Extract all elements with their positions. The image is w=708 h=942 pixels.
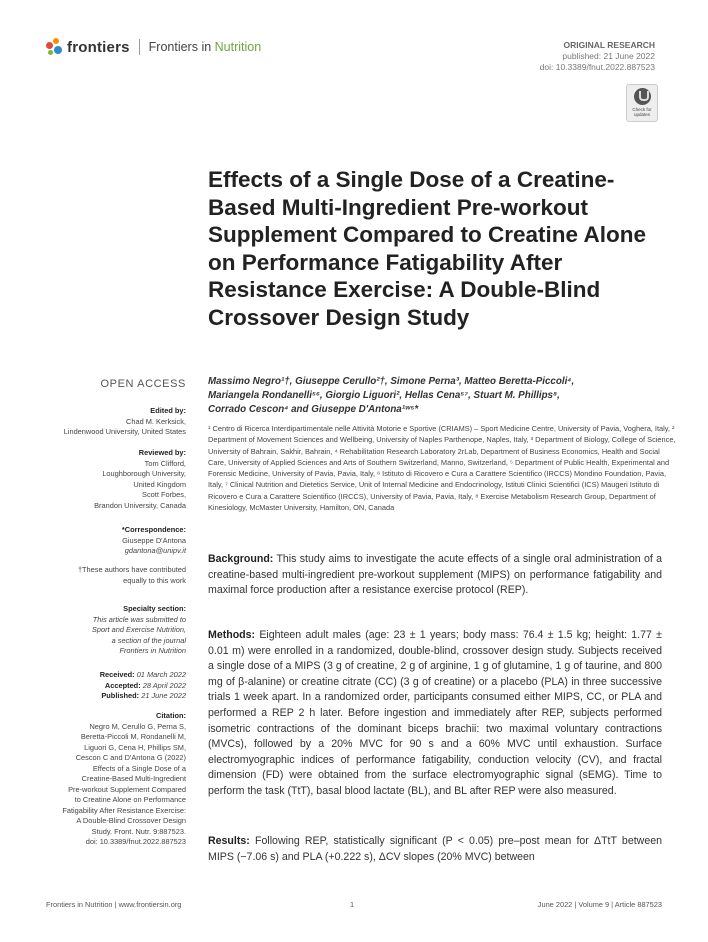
affiliations: ¹ Centro di Ricerca Interdipartimentale nelle Attività Motorie e Sportive (CRIAMS) – Sport Medicine Centre, University of Pavia, Voghera, Italy, ² Department of Movement Sciences and Wellbeing, University of Naples Parthenope, Naples, Italy, ³ Department of Biology, College of Science, University of Bahrain, Sakhir, Bahrain, ⁴ Rehabilitation Research Laboratory 2rLab, Department of Business Economics, Health and Social Care, University of Applied Sciences and Arts of Southern Switzerland, Manno, Switzerland, ⁵ Department of Public Health, Experimental and Forensic Medicine, University of Pavia, Pavia, Italy, ⁶ Istituto di Ricovero e Cura a Carattere Scientifico (IRCCS) Mondino Foundation, Pavia, Italy, ⁷ Clinical Nutrition and Dietetics Service, Unit of Internal Medicine and Endocrinology, Istituti Clinici Scientifici (ICS) Maugeri Istituto di Ricovero e Cura a Carattere Scientifico (IRCCS), University of Pavia, Pavia, Italy, ⁸ Exercise Metabolism Research Group, Department of Kinesiology, McMaster University, Hamilton, ON, Canada <box>208 424 676 513</box>
citation-line: Cescon C and D'Antona G (2022) <box>75 753 186 762</box>
citation-section <box>26 711 186 848</box>
note-line: †These authors have contributed <box>77 565 186 574</box>
results-label: Results: <box>208 835 250 847</box>
reviewer-line: United Kingdom <box>133 479 186 489</box>
citation-line: Study. Front. Nutr. 9:887523. <box>91 826 186 836</box>
frontiers-logo-icon <box>46 38 64 56</box>
citation-line: Effects of a Single Dose of a <box>92 763 186 773</box>
specialty-line: Sport and Exercise Nutrition, <box>91 625 186 634</box>
abstract-background <box>208 552 662 599</box>
reviewer-line: Tom Clifford, <box>144 458 186 468</box>
bookmark-icon <box>634 88 651 105</box>
page-number: 1 <box>350 900 355 909</box>
article-meta <box>540 40 655 73</box>
logo-divider <box>139 39 140 55</box>
specialty-line: This article was submitted to <box>92 614 186 624</box>
footer-journal-link[interactable]: Frontiers in Nutrition | www.frontiersin.org <box>46 900 182 909</box>
reviewer-line: Brandon University, Canada <box>94 500 186 510</box>
footer-article-info: June 2022 | Volume 9 | Article 887523 <box>537 900 662 909</box>
edited-by-label: Edited by: <box>150 406 186 415</box>
check-for-updates-badge[interactable] <box>626 84 658 122</box>
abstract-results <box>208 834 662 865</box>
author-line: Corrado Cescon⁴ and Giuseppe D'Antona¹ʷ⁵* <box>208 404 419 415</box>
editor-line: Chad M. Kerksick, <box>126 416 186 426</box>
edited-by-section <box>26 406 186 438</box>
article-title: Effects of a Single Dose of a Creatine-Based Multi-Ingredient Pre-workout Supplement Compared to Creatine Alone on Performance Fatigability After Resistance Exercise: A Double-Blind Crossover Design Study <box>208 167 646 330</box>
note-line: equally to this work <box>123 575 186 585</box>
citation-line: Liguori G, Cena H, Phillips SM, <box>84 742 186 752</box>
citation-line: Creatine-Based Multi-Ingredient <box>81 774 186 783</box>
accepted-label: Accepted: <box>104 680 141 690</box>
received-date: 01 March 2022 <box>136 670 186 679</box>
editor-line: Lindenwood University, United States <box>63 427 186 436</box>
journal-name: Frontiers in Nutrition <box>148 40 262 54</box>
methods-text: Eighteen adult males (age: 23 ± 1 years; body mass: 76.4 ± 1.5 kg; height: 1.77 ± 0.01 m) were enrolled in a randomized, double-blind, crossover design study. Subjects received a single dose of a MIPS (3 g of creatine, 2 g of arginine, 1 g of glutamine, 1 g of taurine, and 800 mg of β-alanine) or creatine citrate (CC) (3 g of creatine) or a placebo (PLA) in three successive trials 1 week apart. In a randomized order, participants consumed either MIPS, CC, or PLA and performed a REP 2 h later. Before ingestion and immediately after REP, subjects performed isometric contractions of the dominant biceps brachii: two maximal voluntary contractions (MVCs), followed by a 20% MVC for 90 s and a 60% MVC until exhaustion. Surface electromyographic indices of performance fatigability, conduction velocity (CV), and fractal dimension (FD) were obtained from the surface electromyographic signal (sEMG). Time to perform the task (TtT), basal blood lactate (BL), and BL after REP were also measured. <box>208 629 662 797</box>
published-label: Published: <box>101 691 140 700</box>
author-line: Mariangela Rondanelli⁵⁶, Giorgio Liguori², Hellas Cena⁵⁷, Stuart M. Phillips⁸, <box>208 390 560 401</box>
citation-label: Citation: <box>156 711 186 720</box>
citation-line: to Creatine Alone on Performance <box>74 795 186 804</box>
background-label: Background: <box>208 553 274 565</box>
article-doi[interactable]: doi: 10.3389/fnut.2022.887523 <box>539 62 655 72</box>
citation-line: Negro M, Cerullo G, Perna S, <box>89 721 186 731</box>
citation-line[interactable]: doi: 10.3389/fnut.2022.887523 <box>85 837 186 846</box>
specialty-label: Specialty section: <box>123 604 186 613</box>
specialty-line: Frontiers in Nutrition <box>119 646 186 655</box>
abstract-methods <box>208 628 662 800</box>
check-updates-label: Check for updates <box>632 107 652 117</box>
article-type: ORIGINAL RESEARCH <box>563 40 655 50</box>
open-access-label: OPEN ACCESS <box>100 378 186 390</box>
logo-wordmark: frontiers <box>67 38 130 56</box>
methods-label: Methods: <box>208 629 256 641</box>
dates-section <box>26 670 186 702</box>
correspondence-section <box>26 525 186 557</box>
citation-line: Fatigability After Resistance Exercise: <box>62 805 186 815</box>
correspondence-name: Giuseppe D'Antona <box>122 535 186 545</box>
citation-line: Pre-workout Supplement Compared <box>68 784 186 794</box>
results-text: Following REP, statistically significant (P < 0.05) pre–post mean for ΔTtT between MIPS (−7.06 s) and PLA (+0.222 s), ΔCV slopes (20% MVC) between <box>208 835 662 863</box>
published-date: published: 21 June 2022 <box>562 51 655 61</box>
reviewer-line: Scott Forbes, <box>142 490 186 499</box>
reviewer-line: Loughborough University, <box>102 469 186 478</box>
frontiers-logo[interactable] <box>46 38 261 56</box>
correspondence-label: *Correspondence: <box>121 525 186 534</box>
reviewed-by-section <box>26 448 186 511</box>
correspondence-email[interactable]: gdantona@unipv.it <box>124 546 186 555</box>
citation-line: A Double-Blind Crossover Design <box>76 816 186 825</box>
author-list <box>208 375 638 417</box>
specialty-section <box>26 604 186 657</box>
specialty-line: a section of the journal <box>111 635 186 645</box>
equal-contribution-note <box>26 565 186 586</box>
received-label: Received: <box>99 670 135 679</box>
published-date-side: 21 June 2022 <box>141 691 186 700</box>
background-text: This study aims to investigate the acute effects of a single oral administration of a creatine-based multi-ingredient pre-workout supplement (MIPS) on performance fatigability and maximal force production after a resistance exercise protocol (REP). <box>208 553 662 597</box>
citation-line: Beretta-Piccoli M, Rondanelli M, <box>80 732 186 741</box>
author-line: Massimo Negro¹†, Giuseppe Cerullo²†, Simone Perna³, Matteo Beretta-Piccoli⁴, <box>208 376 575 387</box>
accepted-date: 28 April 2022 <box>142 680 186 690</box>
reviewed-by-label: Reviewed by: <box>138 448 186 457</box>
